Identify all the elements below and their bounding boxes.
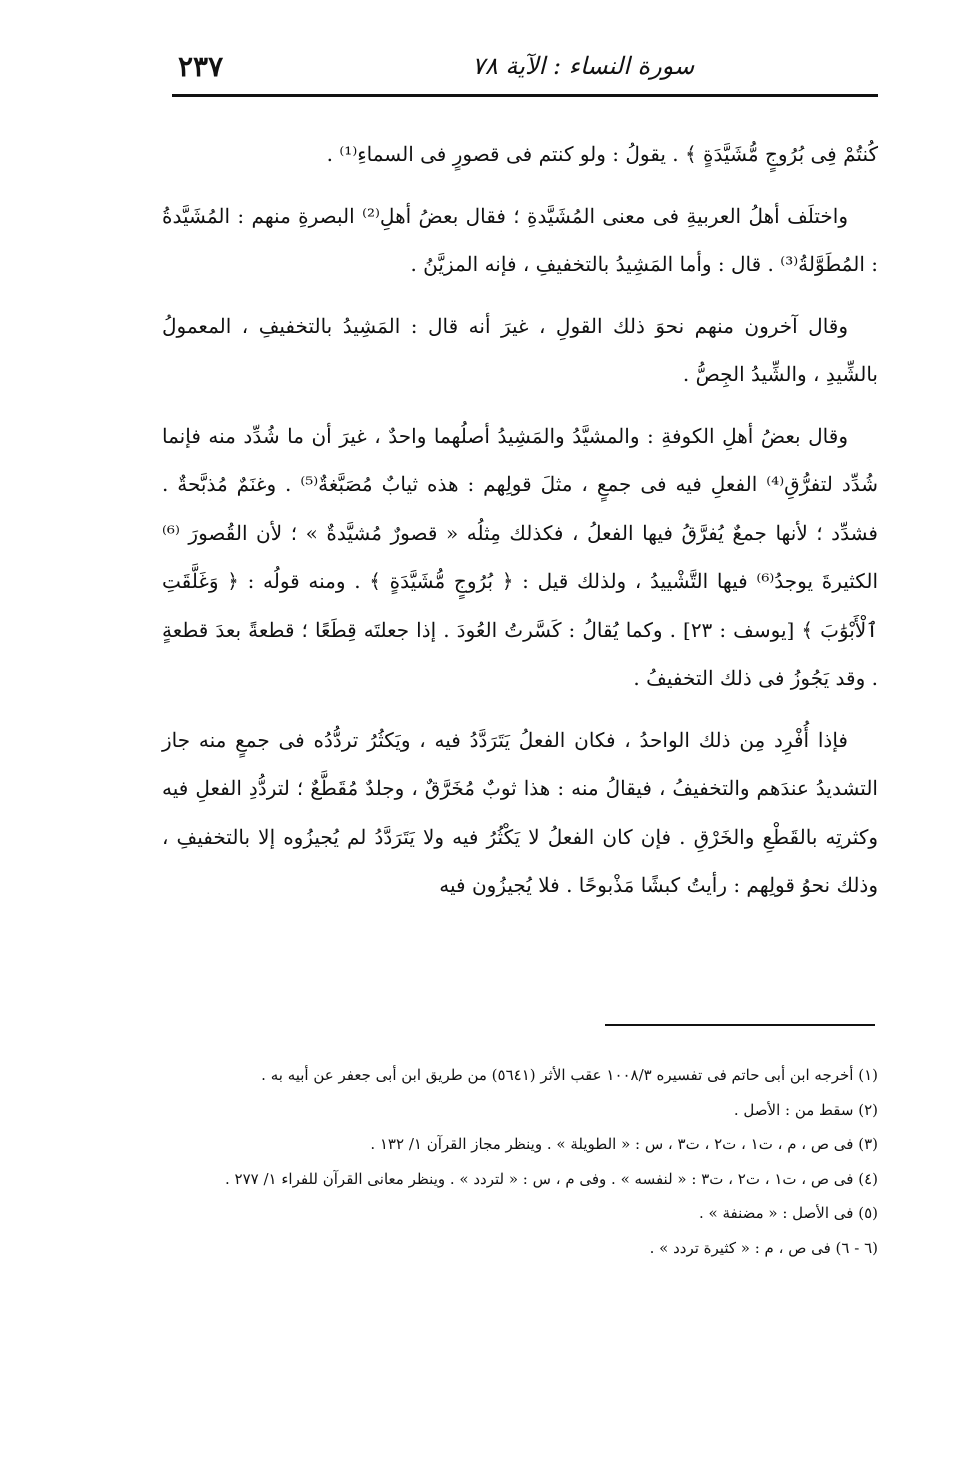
paragraph: فإذا أُفْرِد مِن ذلك الواحدُ ، فكان الفعلُ يَتَرَدَّدُ فيه ، ويَكثُرُ تردُّدُه فى جمعٍ منه جاز التشديدُ عندَهم والتخفيفُ ، فيقالُ منه : هذا ثوبٌ مُخَرَّقٌ ، وجلدٌ مُقَطَّعٌ ؛ لتردُّدِ الفعلِ فيه وكثرتِه بالقَطْعِ والخَرْقِ . فإن كان الفعلُ لا يَكْثُرُ فيه ولا يَتَرَدَّدُ لم يُجيزُوه إلا بالتخفيفِ ، وذلك نحوُ قولِهم : رأيتُ كبشًا مَذْبوحًا . فلا يُجيزُون فيه	[162, 727, 878, 897]
footnote: (٢) سقط من : الأصل .	[733, 1100, 878, 1119]
footnote: (٣) فى ص ، م ، ت١ ، ت٢ ، ت٣ ، س : « الطويلة » . وينظر مجاز القرآن ١/ ١٣٢ .	[370, 1135, 878, 1153]
main-text	[162, 130, 878, 923]
footnote-separator	[605, 1024, 875, 1026]
page-number: ٢٣٧	[178, 50, 224, 83]
footnote: (٤) فى ص ، ت١ ، ت٢ ، ت٣ : « لنفسه » . وفى م ، س : « لتردد » . وينظر معانى القرآن للفراء ١/ ٢٧٧ .	[224, 1169, 878, 1188]
paragraph: وقال بعضُ أهلِ الكوفةِ : والمشيَّدُ والمَشِيدُ أصلُهما واحدٌ ، غيرَ أن ما شُدِّد منه فإنما شُدِّد لتفرُّقِ⁽⁴⁾ الفعلِ فيه فى جمعٍ ، مثلَ قولِهم : هذه ثيابٌ مُصَبَّغةٌ⁽⁵⁾ . وغنَمٌ مُذبَّحةٌ . فشدِّد ؛ لأنها جمعٌ يُفرَّقُ فيها الفعلُ ، فكذلك مِثلُه « قصورٌ مُشيَّدةٌ » ؛ لأن القُصورَ ⁽⁶⁾ الكثيرةَ يوجدُ⁽⁶⁾ فيها التَّشْييدُ ، ولذلك قيل : ﴿ بُرُوجٍ مُّشَيَّدَةٍ ﴾ . ومنه قولُه : ﴿ وَغَلَّقَتِ ٱلْأَبْوَٰبَ ﴾ [يوسف : ٢٣] . وكما يُقالُ : كَسَّرتُ العُودَ . إذا جعلتَه قِطَعًا ؛ قطعةً بعدَ قطعةٍ . وقد يَجُوزُ فى ذلك التخفيفُ .	[162, 423, 878, 690]
paragraph: وقال آخرون منهم نحوَ ذلك القولِ ، غيرَ أنه قال : المَشِيدُ بالتخفيفِ ، المعمولُ بالشِّيدِ ، والشِّيدُ الجِصُّ .	[162, 313, 878, 386]
footnote: (١) أخرجه ابن أبى حاتم فى تفسيره ١٠٠٨/٣ عقب الأثر (٥٦٤١) من طريق ابن أبى جعفر عن أبيه به .	[261, 1066, 878, 1084]
footnote: (٦ - ٦) فى ص ، م : « كثيرة تردد » .	[649, 1238, 878, 1257]
footnote: (٥) فى الأصل : « مضنفة » .	[698, 1204, 878, 1222]
running-head: سورة النساء : الآية ٧٨	[472, 52, 695, 80]
paragraph: كُنتُمْ فِى بُرُوجٍ مُّشَيَّدَةٍ ﴾ . يقولُ : ولو كنتم فى قصورٍ فى السماءِ⁽¹⁾ .	[326, 142, 878, 166]
paragraph: واختلَف أهلُ العربيةِ فى معنى المُشَيَّدةِ ؛ فقال بعضُ أهلِ⁽²⁾ البصرةِ منهم : المُشَيَّدةُ : المُطَوَّلةُ⁽³⁾ . قال : وأما المَشِيدُ بالتخفيفِ ، فإنه المزيَّنُ .	[162, 203, 878, 276]
page-header	[172, 44, 878, 92]
header-rule	[172, 94, 878, 97]
footnotes	[162, 1058, 878, 1265]
